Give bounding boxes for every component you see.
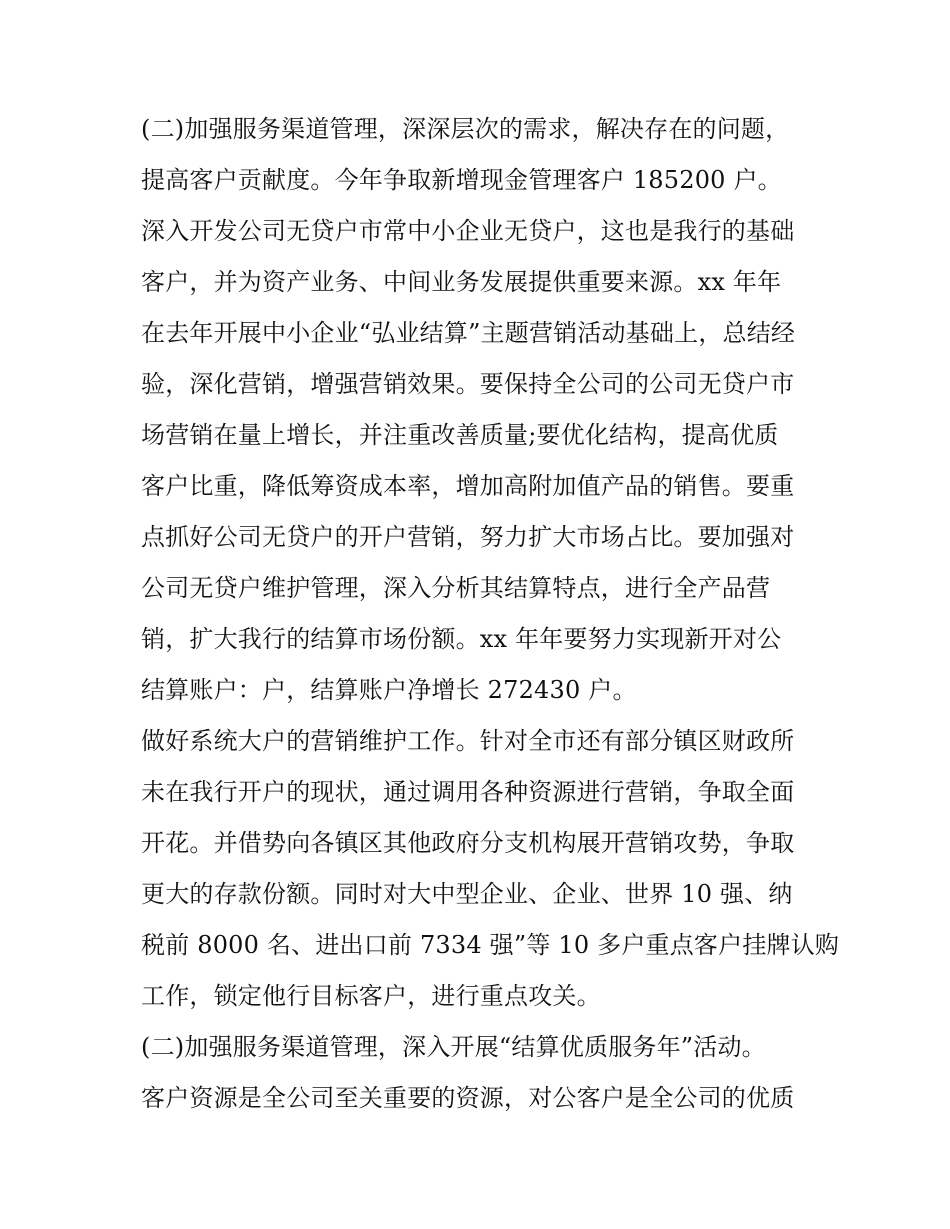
text-line: 提高客户贡献度。今年争取新增现金管理客户 185200 户。 — [141, 166, 782, 194]
text-line: (二)加强服务渠道管理，深入开展“结算优质服务年”活动。 — [141, 1033, 766, 1061]
text-line: 税前 8000 名、进出口前 7334 强”等 10 多户重点客户挂牌认购 — [141, 931, 840, 959]
text-line: 客户资源是全公司至关重要的资源，对公客户是全公司的优质 — [141, 1084, 795, 1112]
text-line: 未在我行开户的现状，通过调用各种资源进行营销，争取全面 — [141, 778, 795, 806]
text-line: 做好系统大户的营销维护工作。针对全市还有部分镇区财政所 — [141, 727, 795, 755]
text-line: (二)加强服务渠道管理，深深层次的需求，解决存在的问题， — [141, 115, 790, 143]
text-line: 销，扩大我行的结算市场份额。xx 年年要努力实现新开对公 — [141, 625, 782, 653]
text-line: 更大的存款份额。同时对大中型企业、企业、世界 10 强、纳 — [141, 880, 793, 908]
text-line: 场营销在量上增长，并注重改善质量;要优化结构，提高优质 — [141, 421, 779, 449]
text-line: 客户，并为资产业务、中间业务发展提供重要来源。xx 年年 — [141, 268, 782, 296]
text-line: 点抓好公司无贷户的开户营销，努力扩大市场占比。要加强对 — [141, 523, 795, 551]
text-line: 深入开发公司无贷户市常中小企业无贷户，这也是我行的基础 — [141, 217, 795, 245]
text-line: 结算账户：户，结算账户净增长 272430 户。 — [141, 676, 637, 704]
text-line: 公司无贷户维护管理，深入分析其结算特点，进行全产品营 — [141, 574, 771, 602]
text-line: 工作，锁定他行目标客户，进行重点攻关。 — [141, 982, 601, 1010]
text-line: 验，深化营销，增强营销效果。要保持全公司的公司无贷户市 — [141, 370, 795, 398]
document-body — [141, 104, 840, 1124]
text-line: 在去年开展中小企业“弘业结算”主题营销活动基础上，总结经 — [141, 319, 796, 347]
text-line: 客户比重，降低筹资成本率，增加高附加值产品的销售。要重 — [141, 472, 795, 500]
text-line: 开花。并借势向各镇区其他政府分支机构展开营销攻势，争取 — [141, 829, 795, 857]
